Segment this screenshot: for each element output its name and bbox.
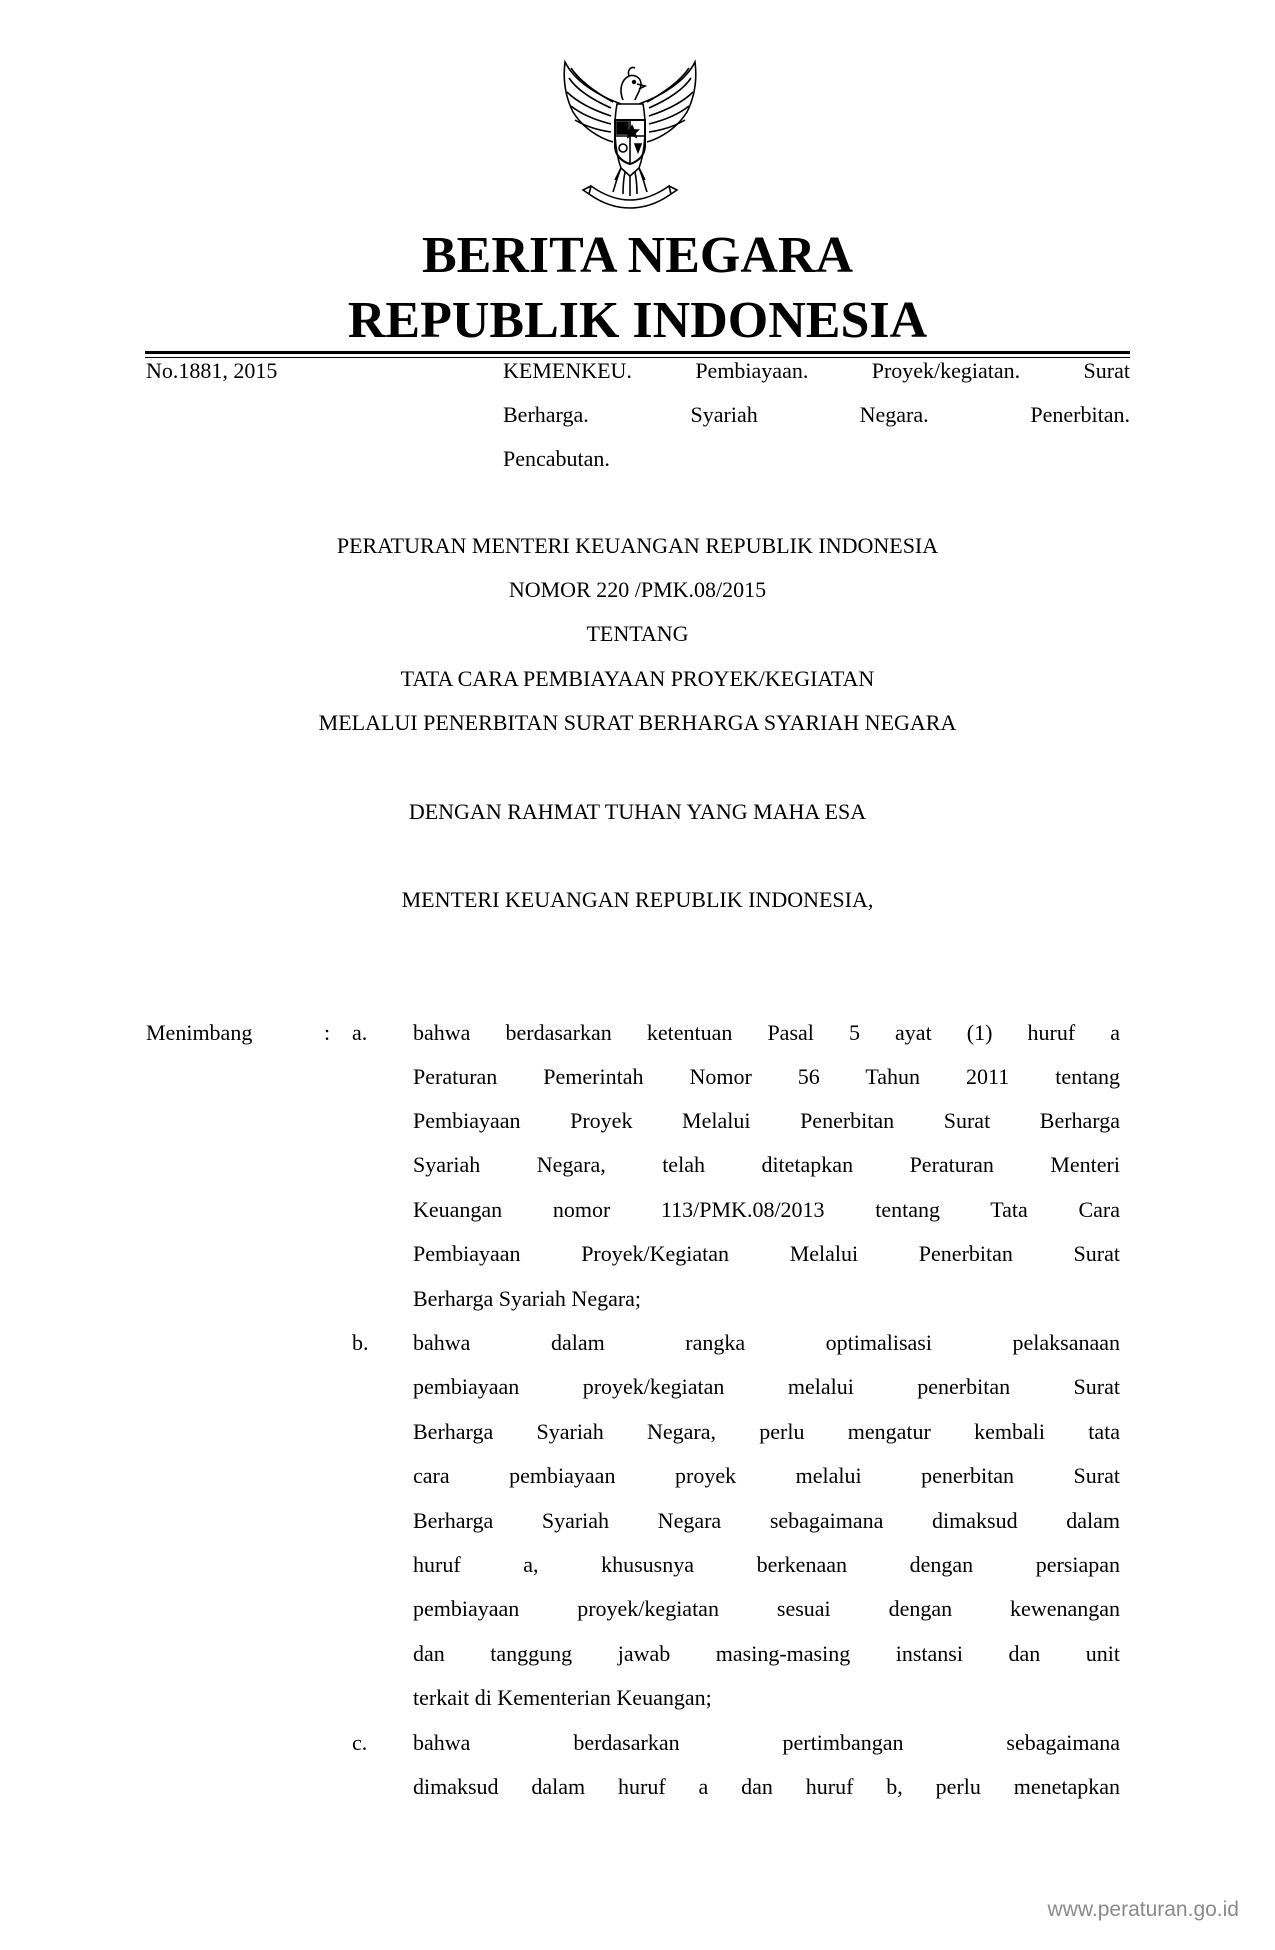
subject-line: Pencabutan. [503, 446, 610, 471]
item-a-line: Keuangan nomor 113/PMK.08/2013 tentang Tata Cara [413, 1197, 1120, 1222]
menimbang-colon: : [324, 1020, 331, 1045]
item-marker-a: a. [352, 1020, 368, 1045]
item-a-line: bahwa berdasarkan ketentuan Pasal 5 ayat (1) huruf a [413, 1020, 1120, 1045]
subject-line: KEMENKEU. Pembiayaan. Proyek/kegiatan. Surat [503, 358, 1130, 383]
regulation-subject-line1: TATA CARA PEMBIAYAAN PROYEK/KEGIATAN [400, 666, 875, 691]
subject-line: Berharga. Syariah Negara. Penerbitan. [503, 402, 1130, 427]
garuda-emblem [555, 56, 705, 214]
item-b-line: bahwa dalam rangka optimalisasi pelaksanaan [413, 1330, 1120, 1355]
item-b-line: dan tanggung jawab masing-masing instansi dan unit [413, 1641, 1120, 1666]
item-b-line: pembiayaan proyek/kegiatan sesuai dengan kewenangan [413, 1596, 1120, 1621]
item-a-line: Pembiayaan Proyek/Kegiatan Melalui Penerbitan Surat [413, 1241, 1120, 1266]
document-number: No.1881, 2015 [146, 358, 278, 383]
item-a-line: Syariah Negara, telah ditetapkan Peraturan Menteri [413, 1152, 1120, 1177]
issuing-minister: MENTERI KEUANGAN REPUBLIK INDONESIA, [401, 887, 874, 912]
item-marker-b: b. [352, 1330, 369, 1355]
invocation: DENGAN RAHMAT TUHAN YANG MAHA ESA [408, 799, 867, 824]
item-a-line: Pembiayaan Proyek Melalui Penerbitan Surat Berharga [413, 1108, 1120, 1133]
regulation-title: PERATURAN MENTERI KEUANGAN REPUBLIK INDONESIA [336, 533, 939, 558]
item-b-line: huruf a, khususnya berkenaan dengan persiapan [413, 1552, 1120, 1577]
item-b-line: cara pembiayaan proyek melalui penerbitan Surat [413, 1463, 1120, 1488]
item-a-line: Berharga Syariah Negara; [413, 1286, 642, 1311]
item-b-line: pembiayaan proyek/kegiatan melalui penerbitan Surat [413, 1374, 1120, 1399]
regulation-about: TENTANG [586, 621, 689, 646]
item-b-line: Berharga Syariah Negara sebagaimana dimaksud dalam [413, 1508, 1120, 1533]
regulation-number: NOMOR 220 /PMK.08/2015 [508, 577, 767, 602]
regulation-subject-line2: MELALUI PENERBITAN SURAT BERHARGA SYARIAH NEGARA [318, 710, 957, 735]
item-b-line: terkait di Kementerian Keuangan; [413, 1685, 712, 1710]
item-marker-c: c. [352, 1730, 368, 1755]
item-c-line: bahwa berdasarkan pertimbangan sebagaimana [413, 1730, 1120, 1755]
source-watermark: www.peraturan.go.id [1047, 1898, 1239, 1921]
item-b-line: Berharga Syariah Negara, perlu mengatur kembali tata [413, 1419, 1120, 1444]
item-c-line: dimaksud dalam huruf a dan huruf b, perlu menetapkan [413, 1774, 1120, 1799]
menimbang-label: Menimbang [146, 1020, 253, 1045]
item-a-line: Peraturan Pemerintah Nomor 56 Tahun 2011 tentang [413, 1064, 1120, 1089]
header-rule-thick [145, 351, 1130, 354]
publication-title-line1: BERITA NEGARA [421, 227, 853, 284]
publication-title-line2: REPUBLIK INDONESIA [347, 292, 928, 349]
